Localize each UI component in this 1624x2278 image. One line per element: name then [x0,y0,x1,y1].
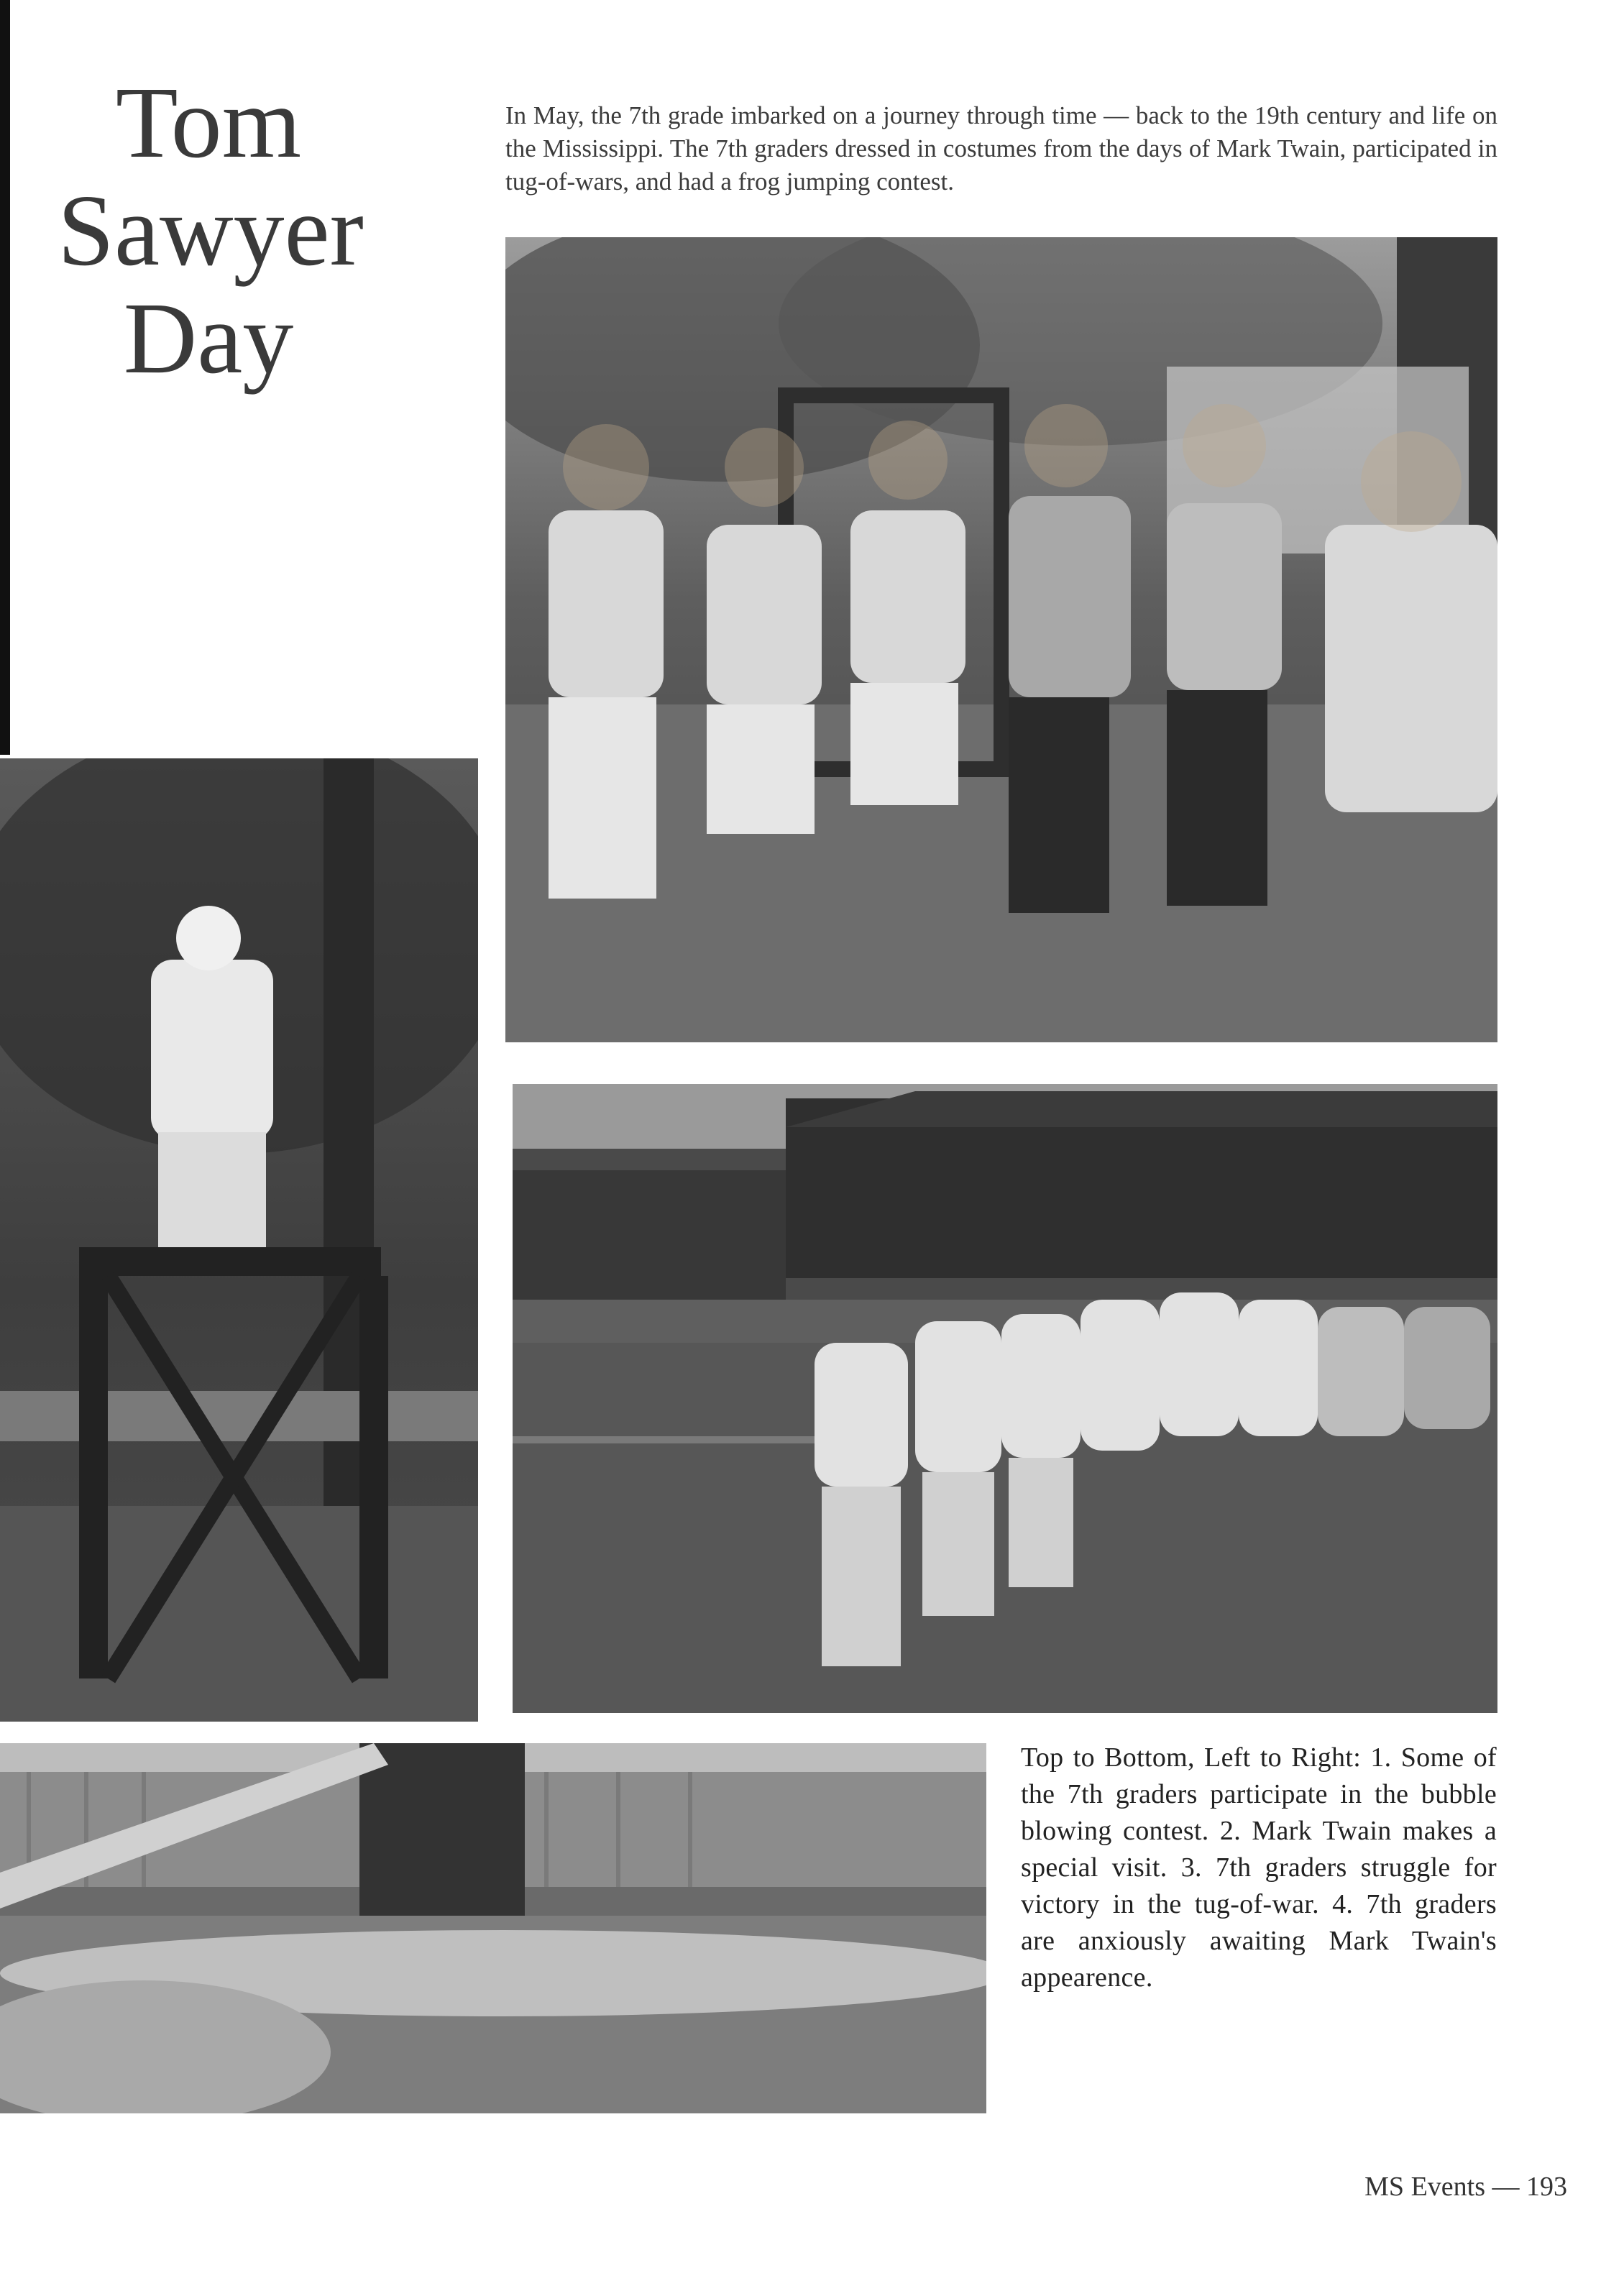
photo-tug-of-war [513,1084,1497,1713]
title-line-2: Sawyer [58,173,364,287]
photo-students-awaiting [0,1743,986,2113]
binding-line [0,0,10,755]
title-line-3: Day [123,281,294,395]
page-folio: MS Events — 193 [1364,2172,1567,2202]
page-title [58,65,364,395]
title-line-1: Tom [115,65,302,179]
photo-mark-twain [0,758,478,1722]
photo-caption: Top to Bottom, Left to Right: 1. Some of the 7th graders participate in the bubble blowing contest. 2. Mark Twain makes a special visit. 3. 7th graders struggle for victory in the tug-of-war. 4. 7th graders are anxiously awaiting Mark Twain's appearence. [1021,1742,1497,1993]
photo-bubble-contest [505,237,1497,1042]
intro-paragraph: In May, the 7th grade imbarked on a journey through time — back to the 19th century and life on the Mississippi. The 7th graders dressed in costumes from the days of Mark Twain, participated in tug-of-wars, and had a frog jumping contest. [505,101,1497,196]
